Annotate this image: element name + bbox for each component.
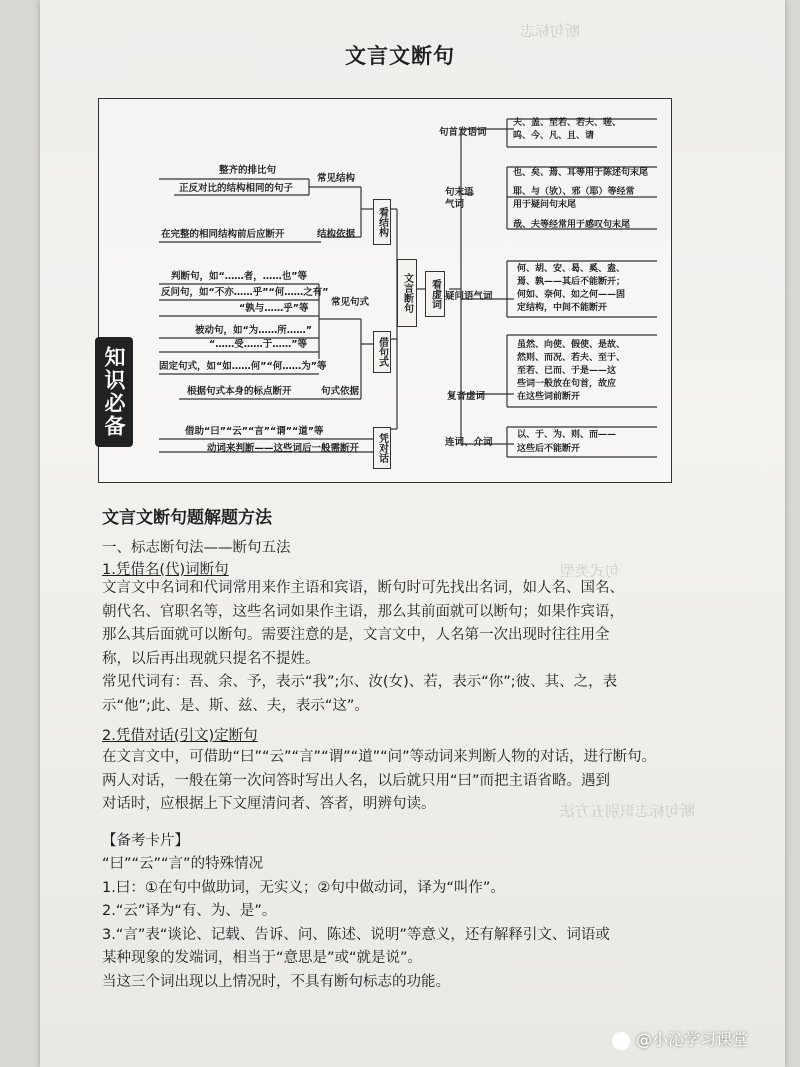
paragraph-2: [102, 746, 687, 817]
text-line: “曰”“云”“言”的特殊情况: [102, 856, 264, 872]
mm-item: 借助“曰”“云”“言”“谓”“道”等: [185, 426, 324, 437]
study-card: [102, 853, 687, 994]
mm-item: “……受……于……”等: [209, 339, 307, 350]
mm-item: 反问句，如“不亦……乎”“何……之有”: [161, 287, 329, 298]
mm-label: 句首发语词: [439, 127, 487, 138]
text-line: 两人对话，一般在第一次问答时写出人名，以后就只用“曰”而把主语省略。遇到: [102, 772, 611, 789]
mm-right-item: 以、于、为、则、而——: [517, 430, 617, 440]
method-heading: 一、标志断句法——断句五法: [102, 540, 291, 556]
mm-item: 被动句，如“为……所……”: [195, 325, 312, 336]
subheading-1: 1.凭借名(代)词断句: [102, 562, 229, 578]
branch-dialogue: 凭对话: [373, 427, 391, 469]
show-through-text: 断句标志: [520, 22, 581, 40]
mm-right-item: 焉、孰——其后不能断开；: [517, 277, 626, 287]
mm-item: 常见句式: [331, 297, 370, 308]
text-line: 某种现象的发端词，相当于“意思是”或“就是说”。: [102, 950, 423, 966]
text-line: 朝代名、官职名等，这些名词如果作主语，那么其前面就可以断句；如果作宾语，: [102, 603, 624, 620]
mm-right-item: 至若、已而、于是——这: [517, 366, 617, 376]
mm-item: 固定句式，如“如……何”“何……为”等: [159, 361, 327, 372]
mm-right-item: 何、胡、安、曷、奚、盍、: [517, 264, 626, 274]
mm-right-item: 耶、与（欤）、邪（耶）等经常: [513, 187, 635, 197]
section-title: 文言文断句题解题方法: [102, 508, 272, 528]
branch-sentence-form: 借句式: [373, 331, 391, 373]
text-line: 那么其后面就可以断句。需要注意的是，文言文中，人名第一次出现时往往用全: [102, 627, 610, 643]
brand-logo-icon: [612, 1032, 630, 1050]
text-line: 在文言文中，可借助“曰”“云”“言”“谓”“道”“问”等动词来判断人物的对话，进行断句。: [102, 749, 657, 765]
show-through-text: 句式类型: [560, 562, 621, 580]
mm-item: 动词来判断——这些词后一般需断开: [207, 443, 360, 454]
page-title: 文言文断句: [345, 44, 455, 68]
paragraph-1: [102, 577, 687, 718]
mm-item: 句式依据: [321, 386, 360, 397]
text-line: 示“他”;此、是、斯、兹、夫，表示“这”。: [102, 697, 369, 714]
watermark-text: @小沁学习课堂: [636, 1030, 749, 1049]
mm-right-item: 然则、而况、若夫、至于、: [517, 353, 626, 363]
study-card-title: 【备考卡片】: [102, 833, 189, 849]
watermark: [612, 1027, 748, 1050]
text-line: 当这三个词出现以上情况时，不具有断句标志的功能。: [102, 973, 450, 990]
text-line: 常见代词有：吾、余、予，表示“我”;尔、汝(女)、若，表示“你”;彼、其、之，表: [102, 674, 618, 690]
mm-item: 在完整的相同结构前后应断开: [161, 229, 285, 240]
mm-right-item: 何如、奈何、如之何——固: [517, 290, 626, 300]
mm-right-item: 也、矣、焉、耳等用于陈述句末尾: [513, 168, 649, 178]
mm-right-item: 呜、今、凡、且、请: [513, 131, 595, 141]
mm-right-item: 用于疑问句末尾: [513, 200, 577, 210]
subheading-2: 2.凭借对话(引文)定断句: [102, 728, 258, 744]
mm-item: 常见结构: [317, 173, 356, 184]
mm-label: 句末语气词: [445, 187, 474, 210]
text-line: 文言文中名词和代词常用来作主语和宾语，断句时可先找出名词，如人名、国名、: [102, 580, 624, 596]
text-line: 称，以后再出现就只提名不提姓。: [102, 650, 320, 667]
branch-function-words: 看虚词: [425, 271, 445, 317]
mm-item: 正反对比的结构相同的句子: [179, 183, 294, 194]
text-line: 1.曰：①在句中做助词，无实义；②句中做动词，译为“叫作”。: [102, 879, 505, 896]
branch-structure: 看结构: [373, 199, 391, 245]
mm-right-item: 些词一般放在句首，故应: [517, 379, 617, 389]
mind-map: [98, 98, 672, 483]
mm-right-item: 虽然、向使、假使、是故、: [517, 340, 626, 350]
mm-item: 根据句式本身的标点断开: [187, 386, 292, 397]
mm-right-item: 夫、盖、至若、若夫、嗟、: [513, 118, 622, 128]
text-line: 对话时，应根据上下文厘清问者、答者，明辨句读。: [102, 796, 436, 812]
mm-label: 疑问语气词: [445, 291, 493, 302]
text-line: 2.“云”译为“有、为、是”。: [102, 903, 277, 919]
text-line: 3.“言”表“谈论、记载、告诉、问、陈述、说明”等意义，还有解释引文、词语或: [102, 926, 610, 943]
mm-item: 结构依据: [317, 229, 356, 240]
mm-item: 判断句，如“……者，……也”等: [171, 271, 307, 282]
mm-right-item: 哉、夫等经常用于感叹句末尾: [513, 220, 631, 230]
mm-item: 整齐的排比句: [219, 165, 277, 176]
mm-item: “孰与……乎”等: [239, 303, 309, 314]
mm-right-item: 定结构，中间不能断开: [517, 303, 608, 313]
show-through-text: 断句标志识别五方法: [560, 802, 696, 820]
mm-right-item: 在这些词前断开: [517, 392, 581, 402]
mm-right-item: 这些后不能断开: [517, 444, 581, 454]
mm-label: 复音虚词: [447, 391, 486, 402]
center-node: 文言断句: [397, 259, 417, 327]
mm-label: 连词、介词: [445, 437, 493, 448]
side-label-knowledge: 知识必备: [95, 337, 133, 447]
